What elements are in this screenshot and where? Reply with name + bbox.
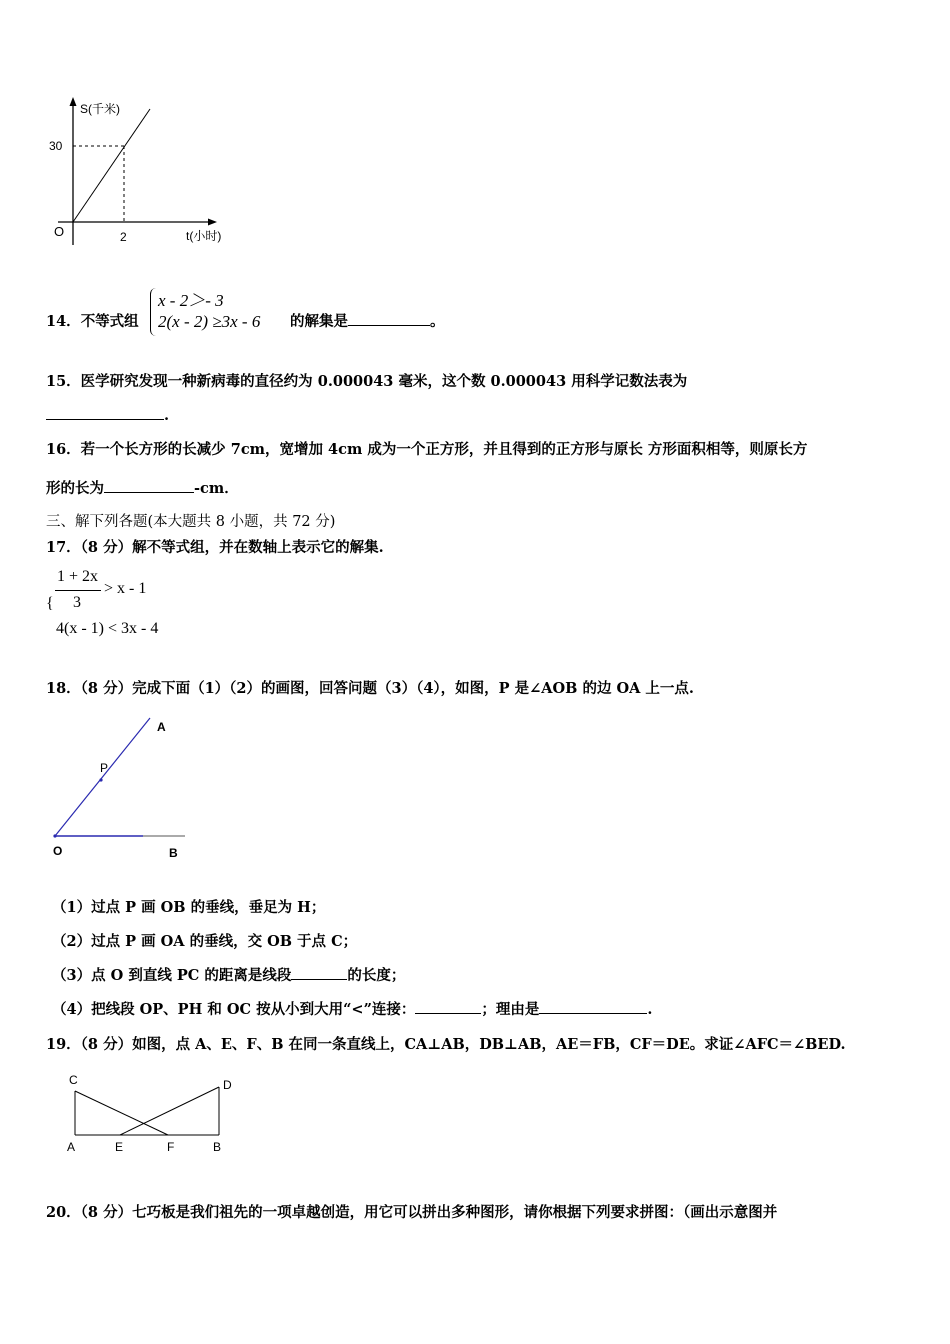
q14-prefix: 不等式组 [80, 313, 139, 330]
q14-system-brace [150, 288, 157, 336]
point-o-dot [53, 834, 56, 837]
q14-inequality-2: 2(x - 2) ≥3x - 6 [158, 312, 261, 331]
angle-aob-figure [45, 710, 195, 860]
q16-prefix: 形的长为 [46, 480, 104, 497]
q18-sub-1: （1）过点 P 画 OB 的垂线，垂足为 H； [52, 899, 326, 916]
label-p: P [100, 761, 109, 775]
label-b: B [213, 1140, 222, 1154]
q18-sub-3 [52, 964, 405, 985]
q18-sub-4-blank-2 [539, 999, 647, 1014]
segment-de [120, 1087, 219, 1135]
q18-sub-2: （2）过点 P 画 OA 的垂线，交 OB 于点 C； [52, 933, 358, 950]
graph-y-tick: 30 [49, 139, 63, 153]
question-16-line1: 16．若一个长方形的长减少 7cm，宽增加 4cm 成为一个正方形，并且得到的正方形与原长 方形面积相等，则原长方 [46, 441, 808, 458]
label-f: F [167, 1140, 175, 1154]
point-p-dot [99, 778, 102, 781]
q15-blank [46, 405, 164, 420]
ray-oa [55, 718, 150, 836]
label-d: D [223, 1078, 232, 1092]
question-17: 17．（8 分）解不等式组，并在数轴上表示它的解集. [46, 539, 384, 556]
label-o: O [53, 844, 63, 858]
graph-x-label: t(小时) [186, 229, 222, 243]
label-c: C [69, 1073, 78, 1087]
q18-sub-4-blank-1 [415, 999, 481, 1014]
q17-brace: { [46, 595, 54, 612]
q18-sub-4 [52, 998, 652, 1019]
q18-sub-4-end: . [647, 1001, 653, 1018]
graph-origin-label: O [54, 224, 65, 239]
q14-end: 。 [430, 313, 445, 330]
q17-numerator: 1 + 2x [57, 568, 99, 585]
question-19: 19．（8 分）如图，点 A、E、F、B 在同一条直线上，CA⊥AB，DB⊥AB，AE＝FB，CF＝DE。求证∠AFC＝∠BED. [46, 1036, 846, 1053]
q17-inequality-1-rhs: > x - 1 [104, 580, 147, 597]
question-15-line1: 15．医学研究发现一种新病毒的直径约为 0.000043 毫米，这个数 0.000043 用科学记数法表为 [46, 373, 688, 390]
q14-blank [348, 311, 430, 326]
q17-fraction-bar [55, 590, 101, 591]
q17-inequality-2: 4(x - 1) < 3x - 4 [56, 620, 159, 637]
graph-y-label: S(千米) [80, 102, 120, 116]
question-20: 20．（8 分）七巧板是我们祖先的一项卓越创造，用它可以拼出多种图形，请你根据下列要求拼图：（画出示意图并 [46, 1204, 778, 1221]
y-axis-arrow-icon [70, 97, 77, 106]
label-b: B [169, 846, 178, 860]
distance-time-graph [40, 95, 270, 260]
label-a: A [67, 1140, 76, 1154]
q16-suffix: -cm． [194, 480, 239, 497]
q14-inequality-1: x - 2＞- 3 [158, 291, 224, 310]
question-16-line2 [46, 477, 239, 498]
q17-denominator: 3 [73, 594, 81, 611]
question-14 [46, 310, 139, 331]
distance-line [73, 109, 150, 222]
q14-suffix: 的解集是 [290, 313, 348, 330]
graph-x-tick: 2 [120, 230, 127, 244]
q16-blank [104, 478, 194, 493]
question-18: 18．（8 分）完成下面（1）（2）的画图，回答问题（3）（4），如图，P 是∠AOB 的边 OA 上一点. [46, 680, 694, 697]
q18-sub-3-suffix: 的长度； [347, 967, 406, 984]
label-a: A [157, 720, 166, 734]
x-axis-arrow-icon [208, 219, 217, 226]
q14-number: 14． [46, 313, 81, 330]
q18-sub-4-mid: ；理由是 [481, 1001, 540, 1018]
q18-sub-4-prefix: （4）把线段 OP、PH 和 OC 按从小到大用“<”连接： [52, 1001, 416, 1018]
label-e: E [115, 1140, 124, 1154]
question-15-line2 [46, 405, 169, 424]
q15-end: . [164, 407, 170, 424]
q18-sub-3-blank [291, 965, 347, 980]
section-3-heading: 三、解下列各题(本大题共 8 小题，共 72 分) [46, 514, 336, 530]
triangles-figure [55, 1068, 245, 1158]
q18-sub-3-prefix: （3）点 O 到直线 PC 的距离是线段 [52, 967, 292, 984]
q14-answer [290, 310, 445, 331]
segment-cf [75, 1091, 168, 1135]
